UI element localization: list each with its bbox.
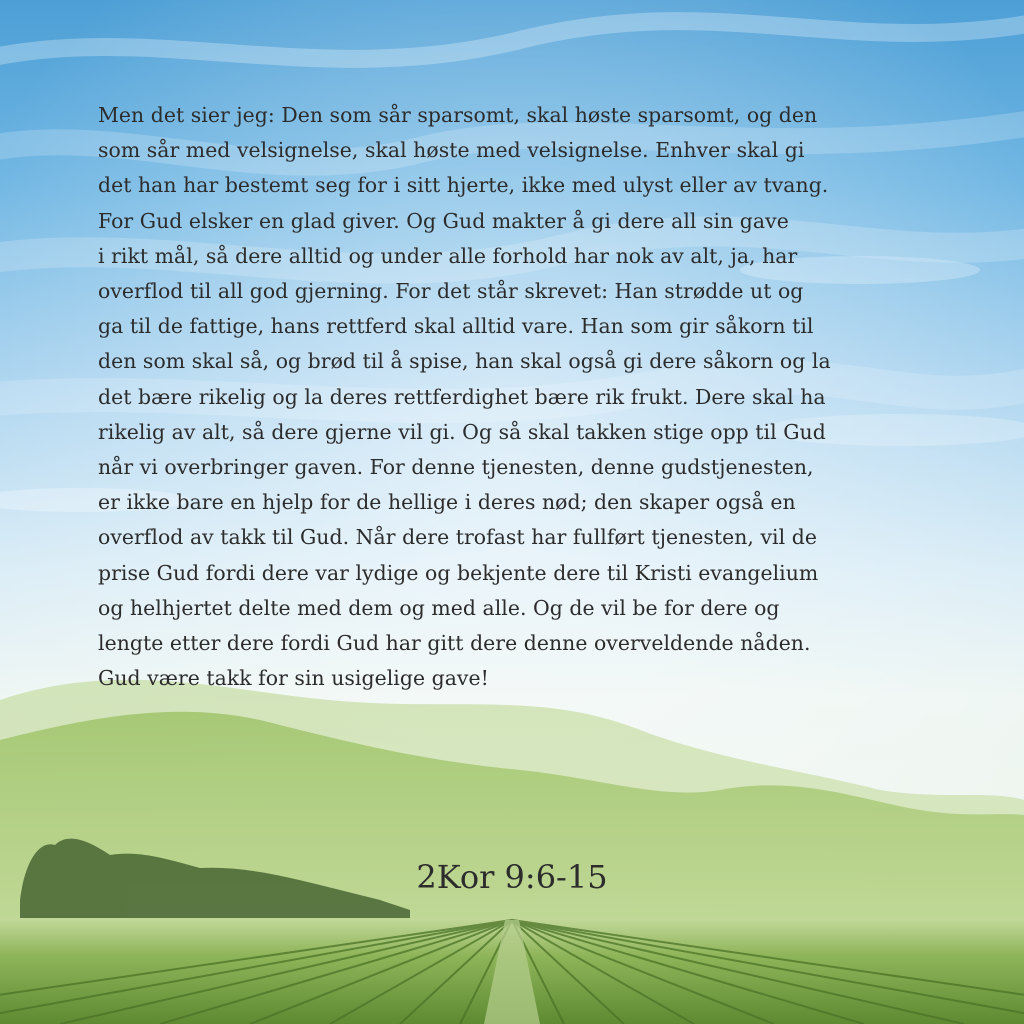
verse-text: Men det sier jeg: Den som sår sparsomt, skal høste sparsomt, og den som sår med velsignelse, skal høste med velsignelse. Enhver skal gi det han har bestemt seg for i sitt hjerte, ikke med ulyst eller av tvang. For Gud elsker en glad giver. Og Gud makter å gi dere all sin gave i rikt mål, så dere alltid og under alle forhold har nok av alt, ja, har overflod til all god gjerning. For det står skrevet: Han strødde ut og ga til de fattige, hans rettferd skal alltid vare. Han som gir såkorn til den som skal så, og brød til å spise, han skal også gi dere såkorn og la det bære rikelig og la deres rettferdighet bære rik frukt. Dere skal ha rikelig av alt, så dere gjerne vil gi. Og så skal takken stige opp til Gud når vi overbringer gaven. For denne tjenesten, denne gudstjenesten, er ikke bare en hjelp for de hellige i deres nød; den skaper også en overflod av takk til Gud. Når dere trofast har fullført tjenesten, vil de prise Gud fordi dere var lydige og bekjente dere til Kristi evangelium og helhjertet delte med dem og med alle. Og de vil be for dere og lengte etter dere fordi Gud har gitt dere denne overveldende nåden. Gud være takk for sin usigelige gave! <box>98 103 831 691</box>
verse-reference: 2Kor 9:6-15 <box>416 858 608 896</box>
